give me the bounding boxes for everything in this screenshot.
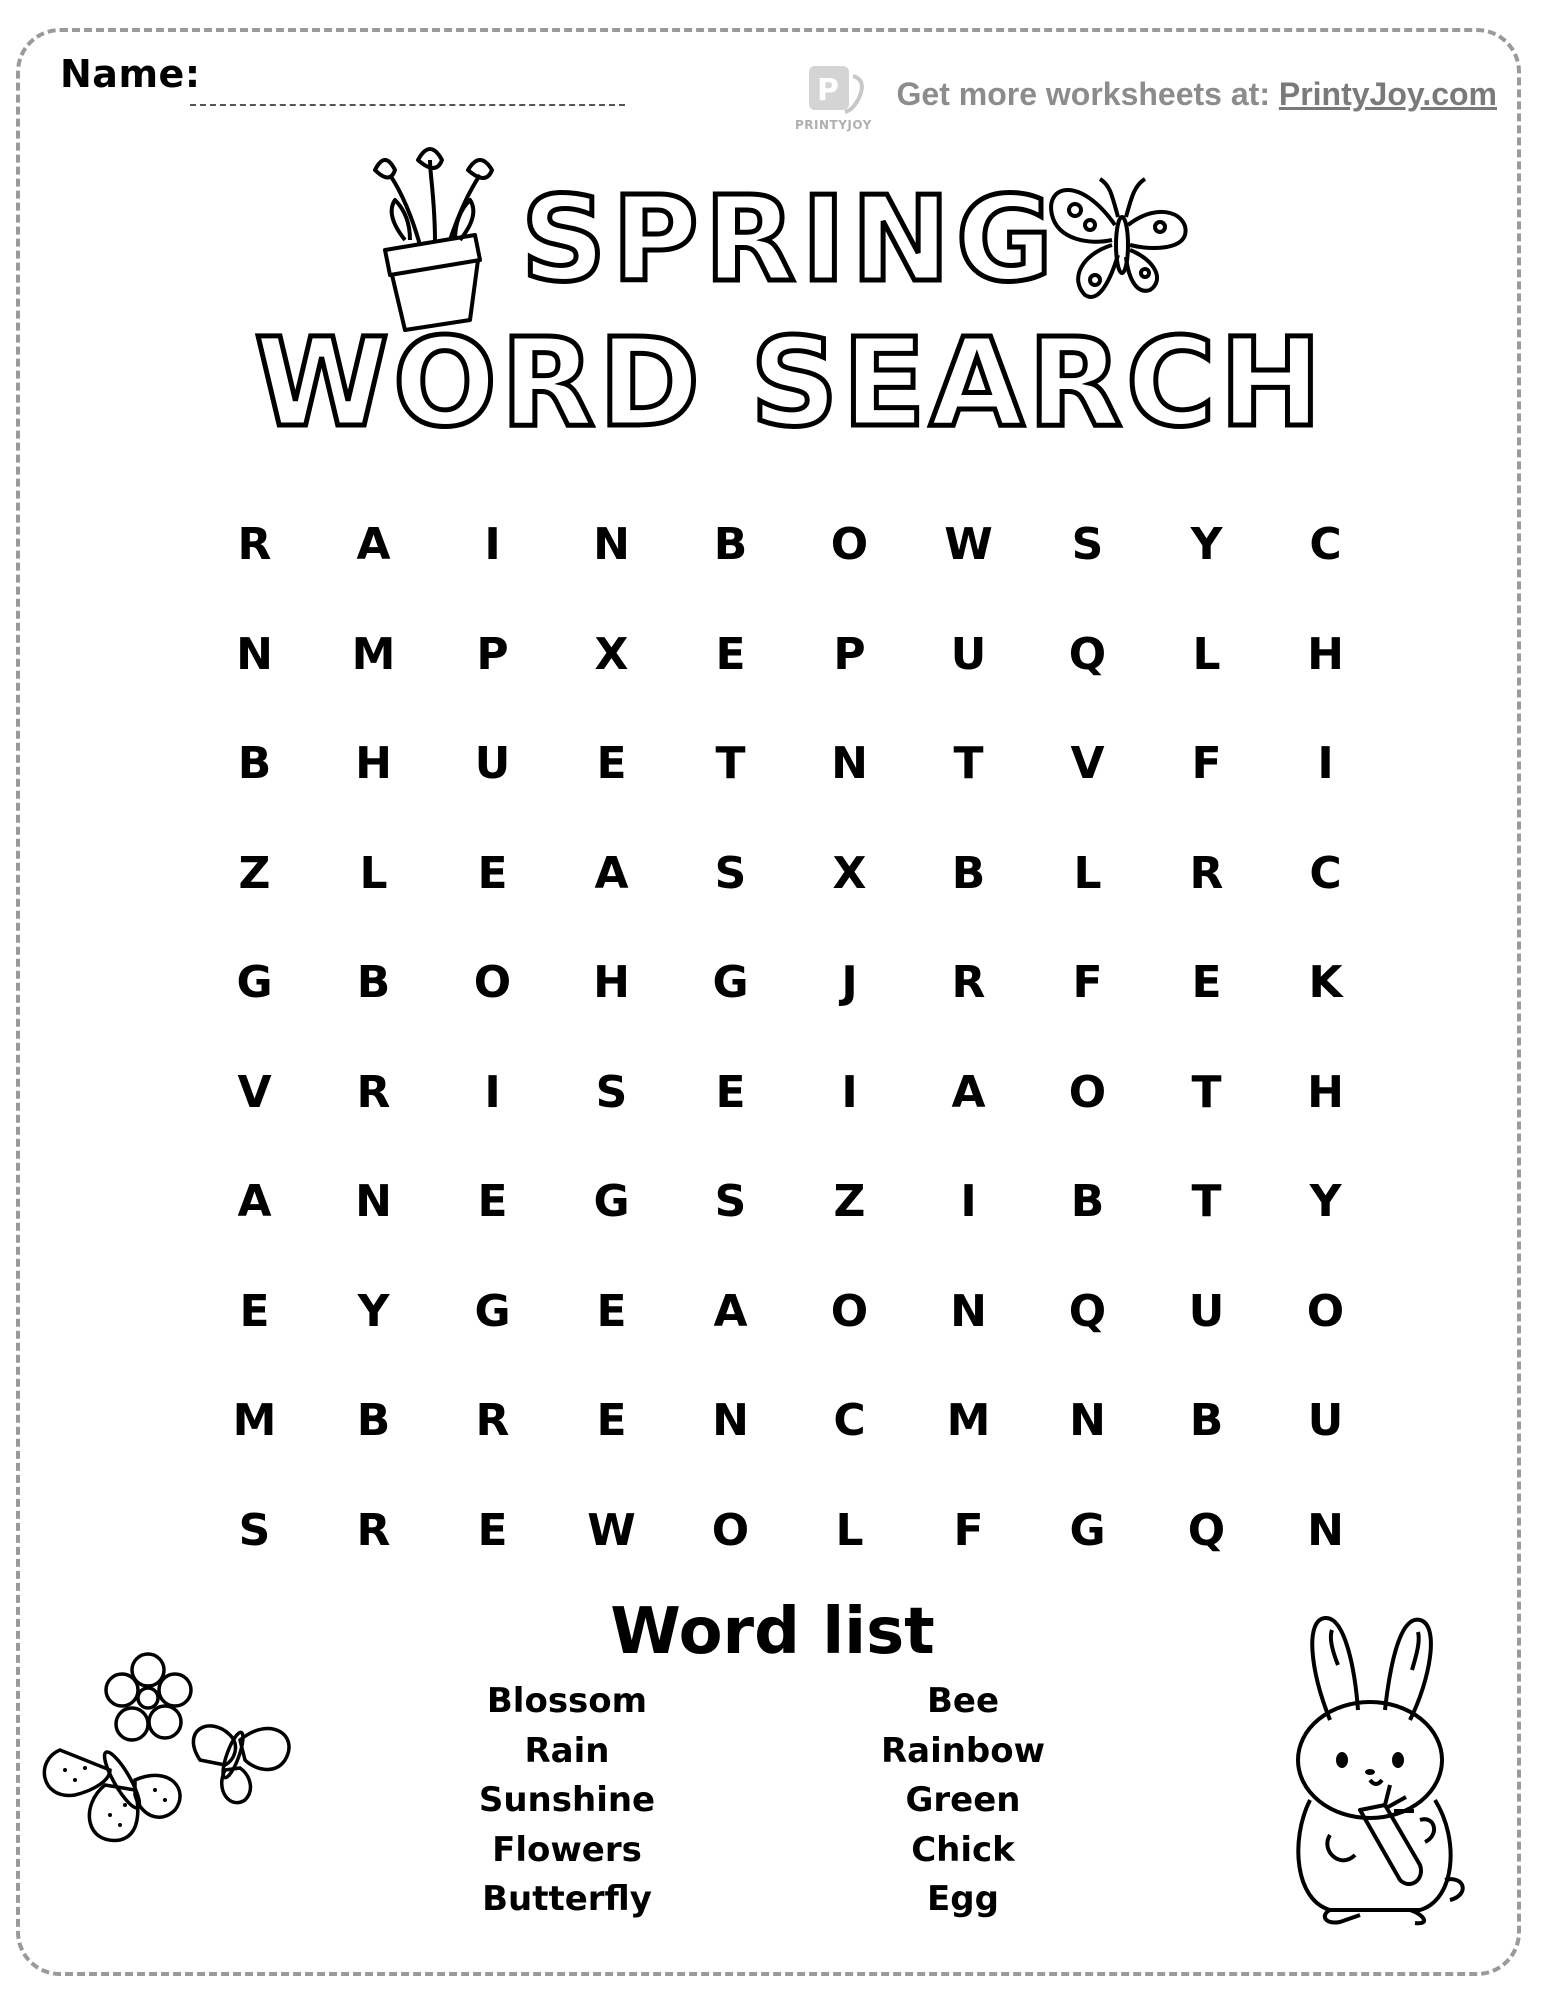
grid-letter[interactable]: T xyxy=(715,738,746,790)
grid-letter[interactable]: B xyxy=(713,519,748,571)
word-list-item: Sunshine xyxy=(478,1780,656,1820)
grid-letter[interactable]: E xyxy=(596,1395,627,1447)
grid-letter[interactable]: J xyxy=(841,957,858,1009)
bunny-icon xyxy=(1270,1610,1480,1930)
grid-letter[interactable]: T xyxy=(953,738,984,790)
grid-letter[interactable]: B xyxy=(356,1395,391,1447)
grid-letter[interactable]: Z xyxy=(238,847,271,899)
grid-letter[interactable]: L xyxy=(1192,628,1221,680)
word-list-item: Flowers xyxy=(492,1829,642,1870)
grid-letter[interactable]: A xyxy=(951,1066,986,1118)
grid-letter[interactable]: O xyxy=(1306,1285,1345,1337)
word-list-left-column xyxy=(397,1677,737,1925)
word-list-item: Rain xyxy=(524,1730,610,1771)
grid-letter[interactable]: N xyxy=(593,519,630,571)
logo-text: PRINTYJOY xyxy=(795,118,872,132)
grid-letter[interactable]: F xyxy=(1191,738,1222,790)
grid-letter[interactable]: U xyxy=(1307,1395,1344,1447)
grid-letter[interactable]: A xyxy=(594,847,629,899)
grid-letter[interactable]: V xyxy=(237,1066,272,1118)
grid-letter[interactable]: G xyxy=(593,1176,630,1228)
grid-letter[interactable]: O xyxy=(830,519,869,571)
grid-letter[interactable]: H xyxy=(355,738,392,790)
grid-letter[interactable]: C xyxy=(1309,519,1342,571)
grid-letter[interactable]: U xyxy=(1188,1285,1225,1337)
grid-letter[interactable]: R xyxy=(1189,847,1224,899)
grid-letter[interactable]: Y xyxy=(1190,519,1223,571)
grid-letter[interactable]: E xyxy=(239,1285,270,1337)
word-list-item: Chick xyxy=(911,1829,1015,1870)
grid-letter[interactable]: T xyxy=(1191,1176,1222,1228)
grid-letter[interactable]: O xyxy=(1068,1066,1107,1118)
grid-letter[interactable]: E xyxy=(715,628,746,680)
promo-site-link[interactable]: PrintyJoy.com xyxy=(1278,76,1497,112)
grid-letter[interactable]: N xyxy=(355,1176,392,1228)
grid-letter[interactable]: E xyxy=(477,847,508,899)
name-label: Name: xyxy=(60,52,201,96)
name-input-line[interactable] xyxy=(190,104,625,106)
grid-letter[interactable]: A xyxy=(356,519,391,571)
word-list-item: Egg xyxy=(927,1879,999,1919)
grid-letter[interactable]: E xyxy=(477,1504,508,1556)
flower-pot-icon xyxy=(350,140,510,340)
title-graphic xyxy=(0,150,1545,470)
grid-letter[interactable]: S xyxy=(714,1176,747,1228)
grid-letter[interactable]: B xyxy=(1070,1176,1105,1228)
butterflies-flower-icon xyxy=(40,1640,310,1870)
grid-letter[interactable]: I xyxy=(960,1176,977,1228)
grid-letter[interactable]: P xyxy=(476,628,509,680)
promo-text xyxy=(897,76,1497,113)
promo-prefix: Get more worksheets at: xyxy=(896,76,1279,112)
grid-letter[interactable]: G xyxy=(712,957,749,1009)
grid-letter[interactable]: P xyxy=(833,628,866,680)
grid-letter[interactable]: N xyxy=(1069,1395,1106,1447)
grid-letter[interactable]: B xyxy=(951,847,986,899)
grid-letter[interactable]: M xyxy=(351,628,396,680)
grid-letter[interactable]: Y xyxy=(1309,1176,1342,1228)
grid-letter[interactable]: A xyxy=(237,1176,272,1228)
grid-letter[interactable]: O xyxy=(473,957,512,1009)
grid-letter[interactable]: X xyxy=(832,847,867,899)
grid-letter[interactable]: Q xyxy=(1068,628,1107,680)
grid-letter[interactable]: R xyxy=(475,1395,510,1447)
word-list-title: Word list xyxy=(610,1595,935,1669)
grid-letter[interactable]: E xyxy=(596,738,627,790)
grid-letter[interactable]: H xyxy=(1307,1066,1344,1118)
grid-letter[interactable]: N xyxy=(236,628,273,680)
grid-letter[interactable]: F xyxy=(1072,957,1103,1009)
grid-letter[interactable]: N xyxy=(831,738,868,790)
grid-letter[interactable]: R xyxy=(951,957,986,1009)
butterfly-icon xyxy=(1040,165,1200,315)
grid-letter[interactable]: U xyxy=(950,628,987,680)
title-line-1: SPRING xyxy=(521,170,1059,308)
title-line-2: WORD SEARCH xyxy=(254,312,1326,454)
grid-letter[interactable]: C xyxy=(833,1395,866,1447)
grid-letter[interactable]: L xyxy=(1073,847,1102,899)
grid-letter[interactable]: X xyxy=(594,628,629,680)
grid-letter[interactable]: H xyxy=(593,957,630,1009)
word-list-item: Blossom xyxy=(486,1681,648,1721)
word-list-right-column xyxy=(793,1677,1133,1925)
grid-letter[interactable]: I xyxy=(484,519,501,571)
grid-letter[interactable]: B xyxy=(237,738,272,790)
grid-letter[interactable]: G xyxy=(474,1285,511,1337)
word-list-item: Butterfly xyxy=(482,1879,652,1919)
grid-letter[interactable]: K xyxy=(1308,957,1343,1009)
grid-letter[interactable]: M xyxy=(946,1395,991,1447)
grid-letter[interactable]: E xyxy=(715,1066,746,1118)
grid-letter[interactable]: M xyxy=(232,1395,277,1447)
grid-letter[interactable]: R xyxy=(356,1504,391,1556)
grid-letter[interactable]: I xyxy=(1317,738,1334,790)
grid-letter[interactable]: O xyxy=(830,1285,869,1337)
word-list-item: Rainbow xyxy=(880,1730,1046,1771)
grid-letter[interactable]: E xyxy=(1191,957,1222,1009)
grid-letter[interactable]: N xyxy=(712,1395,749,1447)
grid-letter[interactable]: G xyxy=(236,957,273,1009)
svg-text:P: P xyxy=(817,73,839,108)
grid-letter[interactable]: S xyxy=(714,847,747,899)
letter-grid xyxy=(195,490,1395,1585)
word-list-item: Bee xyxy=(926,1681,1000,1721)
grid-letter[interactable]: C xyxy=(1309,847,1342,899)
grid-letter[interactable]: T xyxy=(1191,1066,1222,1118)
grid-letter[interactable]: I xyxy=(484,1066,501,1118)
grid-letter[interactable]: L xyxy=(359,847,388,899)
grid-letter[interactable]: Q xyxy=(1187,1504,1226,1556)
grid-letter[interactable]: L xyxy=(835,1504,864,1556)
grid-letter[interactable]: W xyxy=(587,1504,636,1556)
grid-letter[interactable]: Y xyxy=(357,1285,390,1337)
grid-letter[interactable]: F xyxy=(953,1504,984,1556)
grid-letter[interactable]: A xyxy=(713,1285,748,1337)
grid-letter[interactable]: U xyxy=(474,738,511,790)
grid-letter[interactable]: E xyxy=(596,1285,627,1337)
grid-letter[interactable]: S xyxy=(238,1504,271,1556)
grid-letter[interactable]: Q xyxy=(1068,1285,1107,1337)
grid-letter[interactable]: R xyxy=(237,519,272,571)
grid-letter[interactable]: S xyxy=(595,1066,628,1118)
grid-letter[interactable]: V xyxy=(1070,738,1105,790)
grid-letter[interactable]: R xyxy=(356,1066,391,1118)
word-list-item: Green xyxy=(905,1780,1021,1820)
grid-letter[interactable]: N xyxy=(950,1285,987,1337)
grid-letter[interactable]: I xyxy=(841,1066,858,1118)
grid-letter[interactable]: B xyxy=(1189,1395,1224,1447)
grid-letter[interactable]: G xyxy=(1069,1504,1106,1556)
grid-letter[interactable]: B xyxy=(356,957,391,1009)
grid-letter[interactable]: S xyxy=(1071,519,1104,571)
grid-letter[interactable]: W xyxy=(944,519,993,571)
grid-letter[interactable]: O xyxy=(711,1504,750,1556)
grid-letter[interactable]: E xyxy=(477,1176,508,1228)
grid-letter[interactable]: Z xyxy=(833,1176,866,1228)
grid-letter[interactable]: N xyxy=(1307,1504,1344,1556)
grid-letter[interactable]: H xyxy=(1307,628,1344,680)
